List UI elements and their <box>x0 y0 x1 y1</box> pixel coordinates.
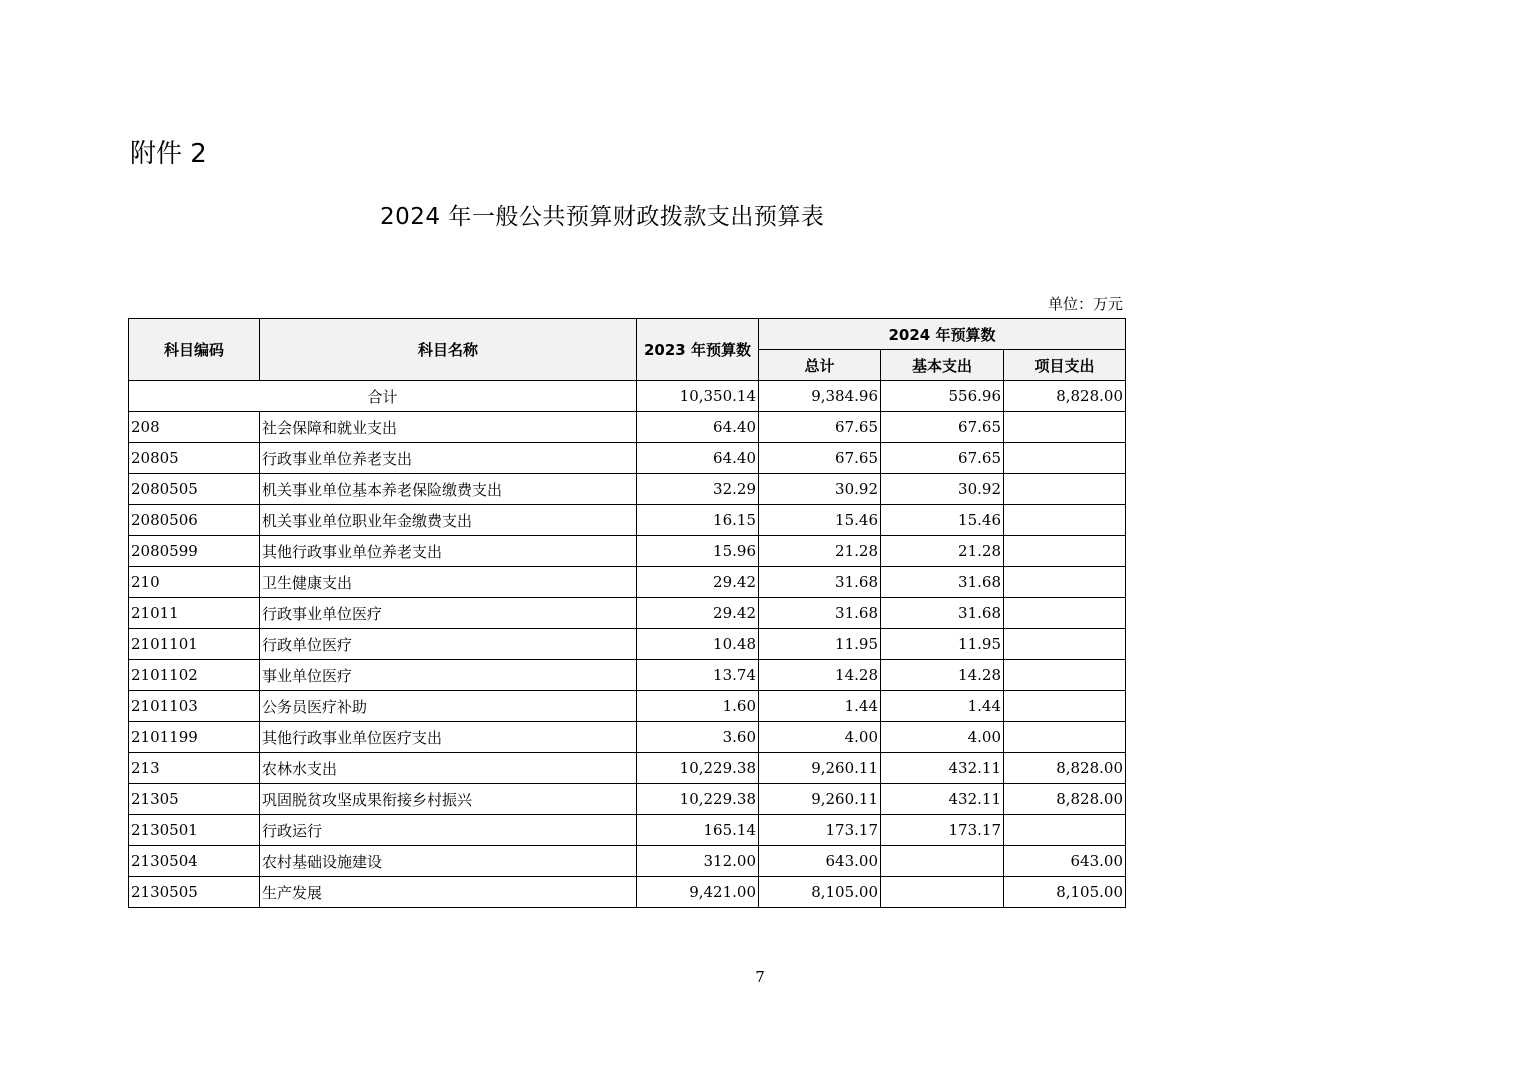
cell-code: 2080506 <box>129 505 260 536</box>
cell-basic <box>881 846 1004 877</box>
cell-name: 农村基础设施建设 <box>260 846 637 877</box>
cell-code: 213 <box>129 753 260 784</box>
cell-budget-2023: 10.48 <box>637 629 759 660</box>
table-row <box>129 877 1126 908</box>
cell-name: 行政事业单位医疗 <box>260 598 637 629</box>
table-row <box>129 753 1126 784</box>
header-budget-2023: 2023 年预算数 <box>637 319 759 381</box>
cell-code: 2101103 <box>129 691 260 722</box>
cell-project: 643.00 <box>1004 846 1126 877</box>
cell-basic: 15.46 <box>881 505 1004 536</box>
cell-budget-2023: 13.74 <box>637 660 759 691</box>
cell-code: 2080505 <box>129 474 260 505</box>
table-row <box>129 505 1126 536</box>
cell-name: 卫生健康支出 <box>260 567 637 598</box>
cell-project <box>1004 722 1126 753</box>
attachment-label: 附件 2 <box>130 139 207 169</box>
table-row <box>129 629 1126 660</box>
cell-budget-2023: 10,229.38 <box>637 784 759 815</box>
cell-project <box>1004 815 1126 846</box>
cell-project <box>1004 536 1126 567</box>
cell-project <box>1004 660 1126 691</box>
cell-basic: 432.11 <box>881 784 1004 815</box>
table-row <box>129 846 1126 877</box>
cell-name: 行政事业单位养老支出 <box>260 443 637 474</box>
cell-budget-2023: 9,421.00 <box>637 877 759 908</box>
table-row <box>129 722 1126 753</box>
cell-total: 1.44 <box>759 691 881 722</box>
cell-code: 2101101 <box>129 629 260 660</box>
cell-basic: 432.11 <box>881 753 1004 784</box>
cell-basic: 21.28 <box>881 536 1004 567</box>
cell-project <box>1004 412 1126 443</box>
table-row <box>129 784 1126 815</box>
cell-code: 208 <box>129 412 260 443</box>
total-total: 9,384.96 <box>759 381 881 412</box>
cell-budget-2023: 1.60 <box>637 691 759 722</box>
cell-budget-2023: 64.40 <box>637 412 759 443</box>
table-row <box>129 474 1126 505</box>
table-row <box>129 536 1126 567</box>
cell-basic: 11.95 <box>881 629 1004 660</box>
cell-total: 8,105.00 <box>759 877 881 908</box>
cell-basic: 1.44 <box>881 691 1004 722</box>
cell-name: 生产发展 <box>260 877 637 908</box>
cell-project <box>1004 629 1126 660</box>
cell-total: 173.17 <box>759 815 881 846</box>
cell-project: 8,828.00 <box>1004 784 1126 815</box>
cell-basic: 31.68 <box>881 598 1004 629</box>
cell-name: 其他行政事业单位医疗支出 <box>260 722 637 753</box>
cell-budget-2023: 32.29 <box>637 474 759 505</box>
page-title: 2024 年一般公共预算财政拨款支出预算表 <box>380 204 825 230</box>
cell-name: 农林水支出 <box>260 753 637 784</box>
cell-total: 9,260.11 <box>759 784 881 815</box>
cell-name: 公务员医疗补助 <box>260 691 637 722</box>
header-name: 科目名称 <box>260 319 637 381</box>
cell-budget-2023: 64.40 <box>637 443 759 474</box>
cell-project <box>1004 691 1126 722</box>
header-budget-2024: 2024 年预算数 <box>759 319 1126 350</box>
cell-budget-2023: 3.60 <box>637 722 759 753</box>
cell-name: 机关事业单位职业年金缴费支出 <box>260 505 637 536</box>
table-row <box>129 412 1126 443</box>
cell-project <box>1004 567 1126 598</box>
unit-label: 单位：万元 <box>1047 295 1123 313</box>
cell-total: 14.28 <box>759 660 881 691</box>
cell-budget-2023: 29.42 <box>637 598 759 629</box>
cell-total: 67.65 <box>759 443 881 474</box>
cell-budget-2023: 165.14 <box>637 815 759 846</box>
cell-code: 2101199 <box>129 722 260 753</box>
cell-basic: 14.28 <box>881 660 1004 691</box>
cell-basic: 67.65 <box>881 443 1004 474</box>
table-row <box>129 598 1126 629</box>
cell-name: 事业单位医疗 <box>260 660 637 691</box>
cell-total: 67.65 <box>759 412 881 443</box>
table-row <box>129 567 1126 598</box>
cell-code: 20805 <box>129 443 260 474</box>
header-project: 项目支出 <box>1004 350 1126 381</box>
cell-code: 2130501 <box>129 815 260 846</box>
cell-basic: 4.00 <box>881 722 1004 753</box>
cell-code: 21305 <box>129 784 260 815</box>
cell-code: 2101102 <box>129 660 260 691</box>
cell-total: 31.68 <box>759 567 881 598</box>
total-basic: 556.96 <box>881 381 1004 412</box>
total-project: 8,828.00 <box>1004 381 1126 412</box>
cell-project <box>1004 505 1126 536</box>
cell-total: 15.46 <box>759 505 881 536</box>
cell-basic <box>881 877 1004 908</box>
cell-project: 8,828.00 <box>1004 753 1126 784</box>
cell-total: 31.68 <box>759 598 881 629</box>
cell-budget-2023: 312.00 <box>637 846 759 877</box>
cell-basic: 31.68 <box>881 567 1004 598</box>
table-row <box>129 443 1126 474</box>
cell-total: 9,260.11 <box>759 753 881 784</box>
cell-code: 210 <box>129 567 260 598</box>
total-label: 合计 <box>129 381 637 412</box>
cell-name: 机关事业单位基本养老保险缴费支出 <box>260 474 637 505</box>
cell-project: 8,105.00 <box>1004 877 1126 908</box>
cell-basic: 67.65 <box>881 412 1004 443</box>
table-row <box>129 815 1126 846</box>
table-row <box>129 691 1126 722</box>
header-basic: 基本支出 <box>881 350 1004 381</box>
cell-total: 643.00 <box>759 846 881 877</box>
cell-basic: 173.17 <box>881 815 1004 846</box>
cell-total: 4.00 <box>759 722 881 753</box>
cell-code: 2130505 <box>129 877 260 908</box>
table-row <box>129 660 1126 691</box>
cell-budget-2023: 16.15 <box>637 505 759 536</box>
total-row <box>129 381 1126 412</box>
header-code: 科目编码 <box>129 319 260 381</box>
cell-code: 2080599 <box>129 536 260 567</box>
cell-budget-2023: 29.42 <box>637 567 759 598</box>
cell-name: 其他行政事业单位养老支出 <box>260 536 637 567</box>
cell-total: 30.92 <box>759 474 881 505</box>
cell-project <box>1004 474 1126 505</box>
cell-budget-2023: 15.96 <box>637 536 759 567</box>
cell-name: 社会保障和就业支出 <box>260 412 637 443</box>
header-total: 总计 <box>759 350 881 381</box>
budget-table <box>128 318 1126 908</box>
cell-basic: 30.92 <box>881 474 1004 505</box>
cell-name: 行政运行 <box>260 815 637 846</box>
page-number: 7 <box>755 968 765 986</box>
cell-total: 11.95 <box>759 629 881 660</box>
cell-code: 21011 <box>129 598 260 629</box>
cell-project <box>1004 443 1126 474</box>
cell-name: 巩固脱贫攻坚成果衔接乡村振兴 <box>260 784 637 815</box>
total-budget-2023: 10,350.14 <box>637 381 759 412</box>
cell-budget-2023: 10,229.38 <box>637 753 759 784</box>
cell-total: 21.28 <box>759 536 881 567</box>
cell-project <box>1004 598 1126 629</box>
cell-name: 行政单位医疗 <box>260 629 637 660</box>
cell-code: 2130504 <box>129 846 260 877</box>
